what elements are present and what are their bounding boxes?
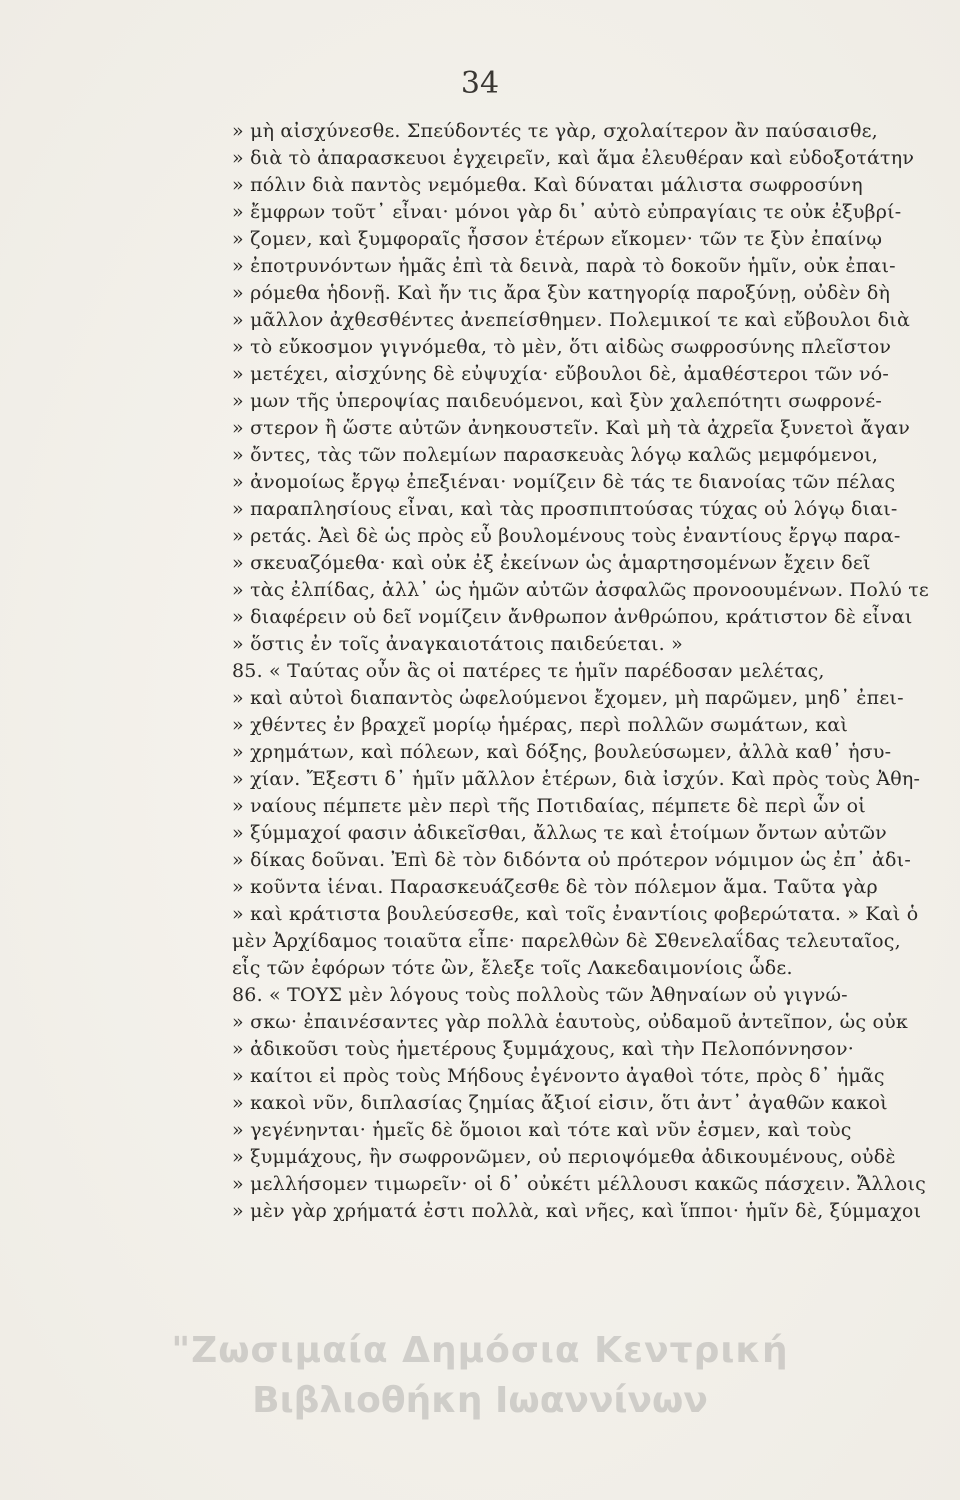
text-line: » τὰς ἐλπίδας, ἀλλ᾽ ὡς ἡμῶν αὐτῶν ἀσφαλῶς προνοουμένων. Πολύ τε xyxy=(232,579,929,601)
text-line: » μὲν γὰρ χρήματά ἐστι πολλὰ, καὶ νῆες, καὶ ἵπποι· ἡμῖν δὲ, ξύμμαχοι xyxy=(232,1200,922,1222)
watermark-line-1: "Ζωσιμαία Δημόσια Κεντρική xyxy=(171,1330,789,1371)
text-line: » διὰ τὸ ἀπαρασκευοι ἐγχειρεῖν, καὶ ἅμα ἐλευθέραν καὶ εὐδοξοτάτην xyxy=(232,147,915,169)
text-line: » μελλήσομεν τιμωρεῖν· οἱ δ᾽ οὐκέτι μέλλουσι κακῶς πάσχειν. Ἄλλοις xyxy=(232,1173,926,1195)
text-line: » μων τῆς ὑπεροψίας παιδευόμενοι, καὶ ξὺν χαλεπότητι σωφρονέ- xyxy=(232,390,883,412)
text-line: » πόλιν διὰ παντὸς νεμόμεθα. Καὶ δύναται μάλιστα σωφροσύνη xyxy=(232,174,863,196)
text-line: » καὶ αὐτοὶ διαπαντὸς ὠφελούμενοι ἔχομεν, μὴ παρῶμεν, μηδ᾽ ἐπει- xyxy=(232,687,904,709)
text-line: » καίτοι εἰ πρὸς τοὺς Μήδους ἐγένοντο ἀγαθοὶ τότε, πρὸς δ᾽ ἡμᾶς xyxy=(232,1065,885,1087)
text-line: » στερον ἢ ὥστε αὐτῶν ἀνηκουστεῖν. Καὶ μὴ τὰ ἀχρεῖα ξυνετοὶ ἄγαν xyxy=(232,417,911,439)
text-line: » κοῦντα ἰέναι. Παρασκευάζεσθε δὲ τὸν πόλεμον ἅμα. Ταῦτα γὰρ xyxy=(232,876,878,898)
text-line: » γεγένηνται· ἡμεῖς δὲ ὅμοιοι καὶ τότε καὶ νῦν ἐσμεν, καὶ τοὺς xyxy=(232,1119,852,1141)
text-line: » ναίους πέμπετε μὲν περὶ τῆς Ποτιδαίας, πέμπετε δὲ περὶ ὧν οἱ xyxy=(232,795,866,817)
text-line: εἷς τῶν ἐφόρων τότε ὢν, ἔλεξε τοῖς Λακεδαιμονίοις ὧδε. xyxy=(232,957,793,979)
text-line: » ὅστις ἐν τοῖς ἀναγκαιοτάτοις παιδεύεται. » xyxy=(232,633,683,655)
text-line: » ἐποτρυνόντων ἡμᾶς ἐπὶ τὰ δεινὰ, παρὰ τὸ δοκοῦν ἡμῖν, οὐκ ἐπαι- xyxy=(232,255,896,277)
text-line: μὲν Ἀρχίδαμος τοιαῦτα εἶπε· παρελθὼν δὲ Σθενελαΐδας τελευταῖος, xyxy=(232,930,901,952)
text-line: » ἔμφρων τοῦτ᾽ εἶναι· μόνοι γὰρ δι᾽ αὐτὸ εὐπραγίαις τε οὐκ ἐξυβρί- xyxy=(232,201,902,223)
text-line: » παραπλησίους εἶναι, καὶ τὰς προσπιπτούσας τύχας οὐ λόγῳ διαι- xyxy=(232,498,898,520)
body-text xyxy=(232,118,932,1225)
text-line: » μὴ αἰσχύνεσθε. Σπεύδοντές τε γὰρ, σχολαίτερον ἂν παύσαισθε, xyxy=(232,120,878,142)
text-line: » χίαν. Ἔξεστι δ᾽ ἡμῖν μᾶλλον ἑτέρων, διὰ ἰσχύν. Καὶ πρὸς τοὺς Ἀθη- xyxy=(232,768,921,790)
text-line: » δίκας δοῦναι. Ἐπὶ δὲ τὸν διδόντα οὐ πρότερον νόμιμον ὡς ἐπ᾽ ἀδι- xyxy=(232,849,911,871)
text-line: » ξυμμάχους, ἢν σωφρονῶμεν, οὐ περιοψόμεθα ἀδικουμένους, οὐδὲ xyxy=(232,1146,896,1168)
text-line: » καὶ κράτιστα βουλεύσεσθε, καὶ τοῖς ἐναντίοις φοβερώτατα. » Καὶ ὁ xyxy=(232,903,919,925)
text-line: » κακοὶ νῦν, διπλασίας ζημίας ἄξιοί εἰσιν, ὅτι ἀντ᾽ ἀγαθῶν κακοὶ xyxy=(232,1092,888,1114)
text-line: » διαφέρειν οὐ δεῖ νομίζειν ἄνθρωπον ἀνθρώπου, κράτιστον δὲ εἶναι xyxy=(232,606,913,628)
text-line: » χρημάτων, καὶ πόλεων, καὶ δόξης, βουλεύσωμεν, ἀλλὰ καθ᾽ ἡσυ- xyxy=(232,741,892,763)
text-line: 86. « ΤΟΥΣ μὲν λόγους τοὺς πολλοὺς τῶν Ἀθηναίων οὐ γιγνώ- xyxy=(232,984,848,1006)
text-line: 85. « Ταύτας οὖν ἃς οἱ πατέρες τε ἡμῖν παρέδοσαν μελέτας, xyxy=(232,660,825,682)
text-line: » χθέντες ἐν βραχεῖ μορίῳ ἡμέρας, περὶ πολλῶν σωμάτων, καὶ xyxy=(232,714,849,736)
page-number: 34 xyxy=(460,66,500,101)
text-line: » σκω· ἐπαινέσαντες γὰρ πολλὰ ἑαυτοὺς, οὐδαμοῦ ἀντεῖπον, ὡς οὐκ xyxy=(232,1011,908,1033)
text-line: » ξύμμαχοί φασιν ἀδικεῖσθαι, ἄλλως τε καὶ ἑτοίμων ὄντων αὐτῶν xyxy=(232,822,887,844)
watermark-line-2: Βιβλιοθήκη Ιωαννίνων xyxy=(252,1380,708,1421)
text-line: » σκευαζόμεθα· καὶ οὐκ ἐξ ἐκείνων ὡς ἁμαρτησομένων ἔχειν δεῖ xyxy=(232,552,871,574)
text-line: » μετέχει, αἰσχύνης δὲ εὐψυχία· εὔβουλοι δὲ, ἀμαθέστεροι τῶν νό- xyxy=(232,363,889,385)
text-line: » ἀνομοίως ἔργῳ ἐπεξιέναι· νομίζειν δὲ τάς τε διανοίας τῶν πέλας xyxy=(232,471,896,493)
text-line: » ὄντες, τὰς τῶν πολεμίων παρασκευὰς λόγῳ καλῶς μεμφόμενοι, xyxy=(232,444,879,466)
text-line: » ρόμεθα ἡδονῇ. Καὶ ἤν τις ἄρα ξὺν κατηγορίᾳ παροξύνῃ, οὐδὲν δὴ xyxy=(232,282,891,304)
text-line: » τὸ εὔκοσμον γιγνόμεθα, τὸ μὲν, ὅτι αἰδὼς σωφροσύνης πλεῖστον xyxy=(232,336,892,358)
text-line: » ζομεν, καὶ ξυμφοραῖς ἧσσον ἑτέρων εἴκομεν· τῶν τε ξὺν ἐπαίνῳ xyxy=(232,228,883,250)
text-line: » μᾶλλον ἀχθεσθέντες ἀνεπείσθημεν. Πολεμικοί τε καὶ εὔβουλοι διὰ xyxy=(232,309,910,331)
text-line: » ρετάς. Ἀεὶ δὲ ὡς πρὸς εὖ βουλομένους τοὺς ἐναντίους ἔργῳ παρα- xyxy=(232,525,901,547)
text-line: » ἀδικοῦσι τοὺς ἡμετέρους ξυμμάχους, καὶ τὴν Πελοπόννησον· xyxy=(232,1038,855,1060)
